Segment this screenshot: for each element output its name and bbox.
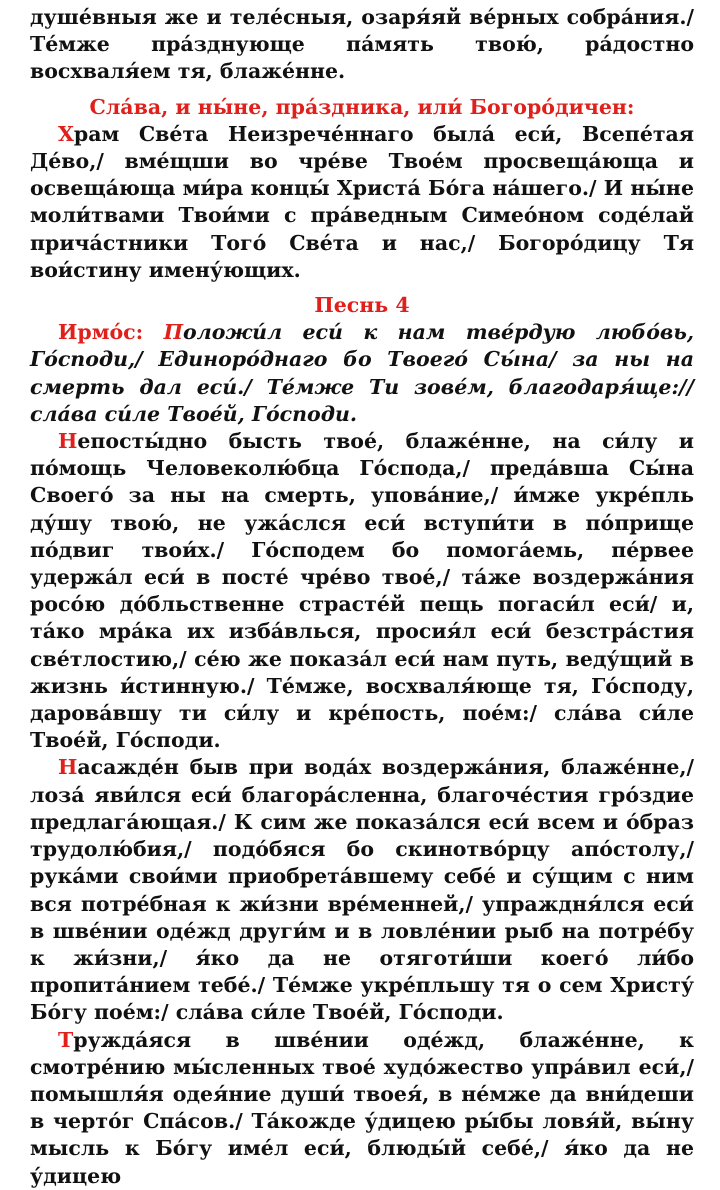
drop-letter: Н <box>58 755 78 780</box>
irmos-label: Ирмо́с: <box>58 320 164 345</box>
ode-heading: Песнь 4 <box>314 293 410 318</box>
drop-letter: Н <box>58 429 78 454</box>
paragraph-troparion-1: Непосты́дно бысть твое́, блаже́нне, на си́лу и по́мощь Человеколю́бца Го́спода,/ преда́вша Сы́на Своего́ за ны на смерть, упова́ние,/ и́мже укре́пль ду́шу твою́, не ужа́слся еси́ вступи́ти в по́прище по́двиг твои́х./ Го́сподем бо помога́емь, пе́рвее удержа́л еси́ в посте́ чре́во твое́,/ та́же воздержа́ния росо́ю до́бльственне страсте́й пещь погаси́л еси́/ и, та́ко мра́ка их изба́влься, просия́л еси́ безстра́стия све́тлостию,/ се́ю же показа́л еси́ нам путь, веду́щий в жизнь и́стинную./ Те́мже, восхваля́юще тя, Го́споду, дарова́вшу ти си́лу и кре́пость, пое́м:/ сла́ва си́ле Твое́й, Го́споди. <box>30 429 694 753</box>
drop-letter: П <box>163 320 184 345</box>
drop-letter: Т <box>58 1027 74 1052</box>
paragraph-troparion-3: Тружда́яся в шве́нии оде́жд, блаже́нне, к смотре́нию мы́сленных твое́ худо́жество упра́вил еси́,/ помышля́я одея́ние души́ твоея́, в не́мже да вни́деши в черто́г Спа́сов./ Та́кожде у́дицею ры́бы ловя́й, вы́ну мысль к Бо́гу име́л еси́, блюды́й себе́,/ я́ко да не у́дицею <box>30 1027 694 1188</box>
drop-letter: Х <box>58 121 74 146</box>
paragraph-theotokion: Храм Све́та Неизрече́ннаго была́ еси́, Всепе́тая Де́во,/ вме́щши во чре́ве Твое́м просвеща́юща и освеща́юща ми́ра концы́ Христа́ Бо́га на́шего./ И ны́не моли́твами Твои́ми с пра́ведным Симео́ном соде́лай прича́стники Того́ Све́та и нас,/ Богоро́дицу Тя вои́стину имену́ющих. <box>30 121 694 282</box>
rubric-heading-glory: Сла́ва, и ны́не, пра́здника, или́ Богоро́дичен: <box>89 94 635 119</box>
paragraph-continuation: душе́вныя же и теле́сныя, озаря́яй ве́рных собра́ния./ Те́мже пра́зднующе па́мять твою́, ра́достно восхваля́ем тя, блаже́нне. <box>30 5 694 84</box>
paragraph-troparion-2: Насажде́н быв при вода́х воздержа́ния, блаже́нне,/ лоза́ яви́лся еси́ благора́сленна, благоче́стия гро́здие предлага́ющая./ К сим же показа́лся еси́ всем и о́браз трудолю́бия,/ подо́бяся бо скинотво́рцу апо́столу,/ рука́ми свои́ми приобрета́вшему себе́ и су́щим с ним вся потре́бная к жи́зни вре́менней,/ упраждня́лся еси́ в шве́нии оде́жд други́м и в ловле́нии рыб на потре́бу к жи́зни,/ я́ко да не отяготи́ши коего́ ли́бо пропита́нием тебе́./ Те́мже укре́пльшу тя о сем Христу́ Бо́гу пое́м:/ сла́ва си́ле Твое́й, Го́споди. <box>30 755 694 1025</box>
irmos-text: оложи́л еси́ к нам тве́рдую любо́вь, Го́споди,/ Единоро́днаго бо Твоего́ Сы́на/ за ны на смерть дал еси́./ Те́мже Ти зове́м, благодаря́ще:// сла́ва си́ле Твое́й, Го́споди. <box>30 320 694 426</box>
paragraph-irmos <box>30 319 694 428</box>
